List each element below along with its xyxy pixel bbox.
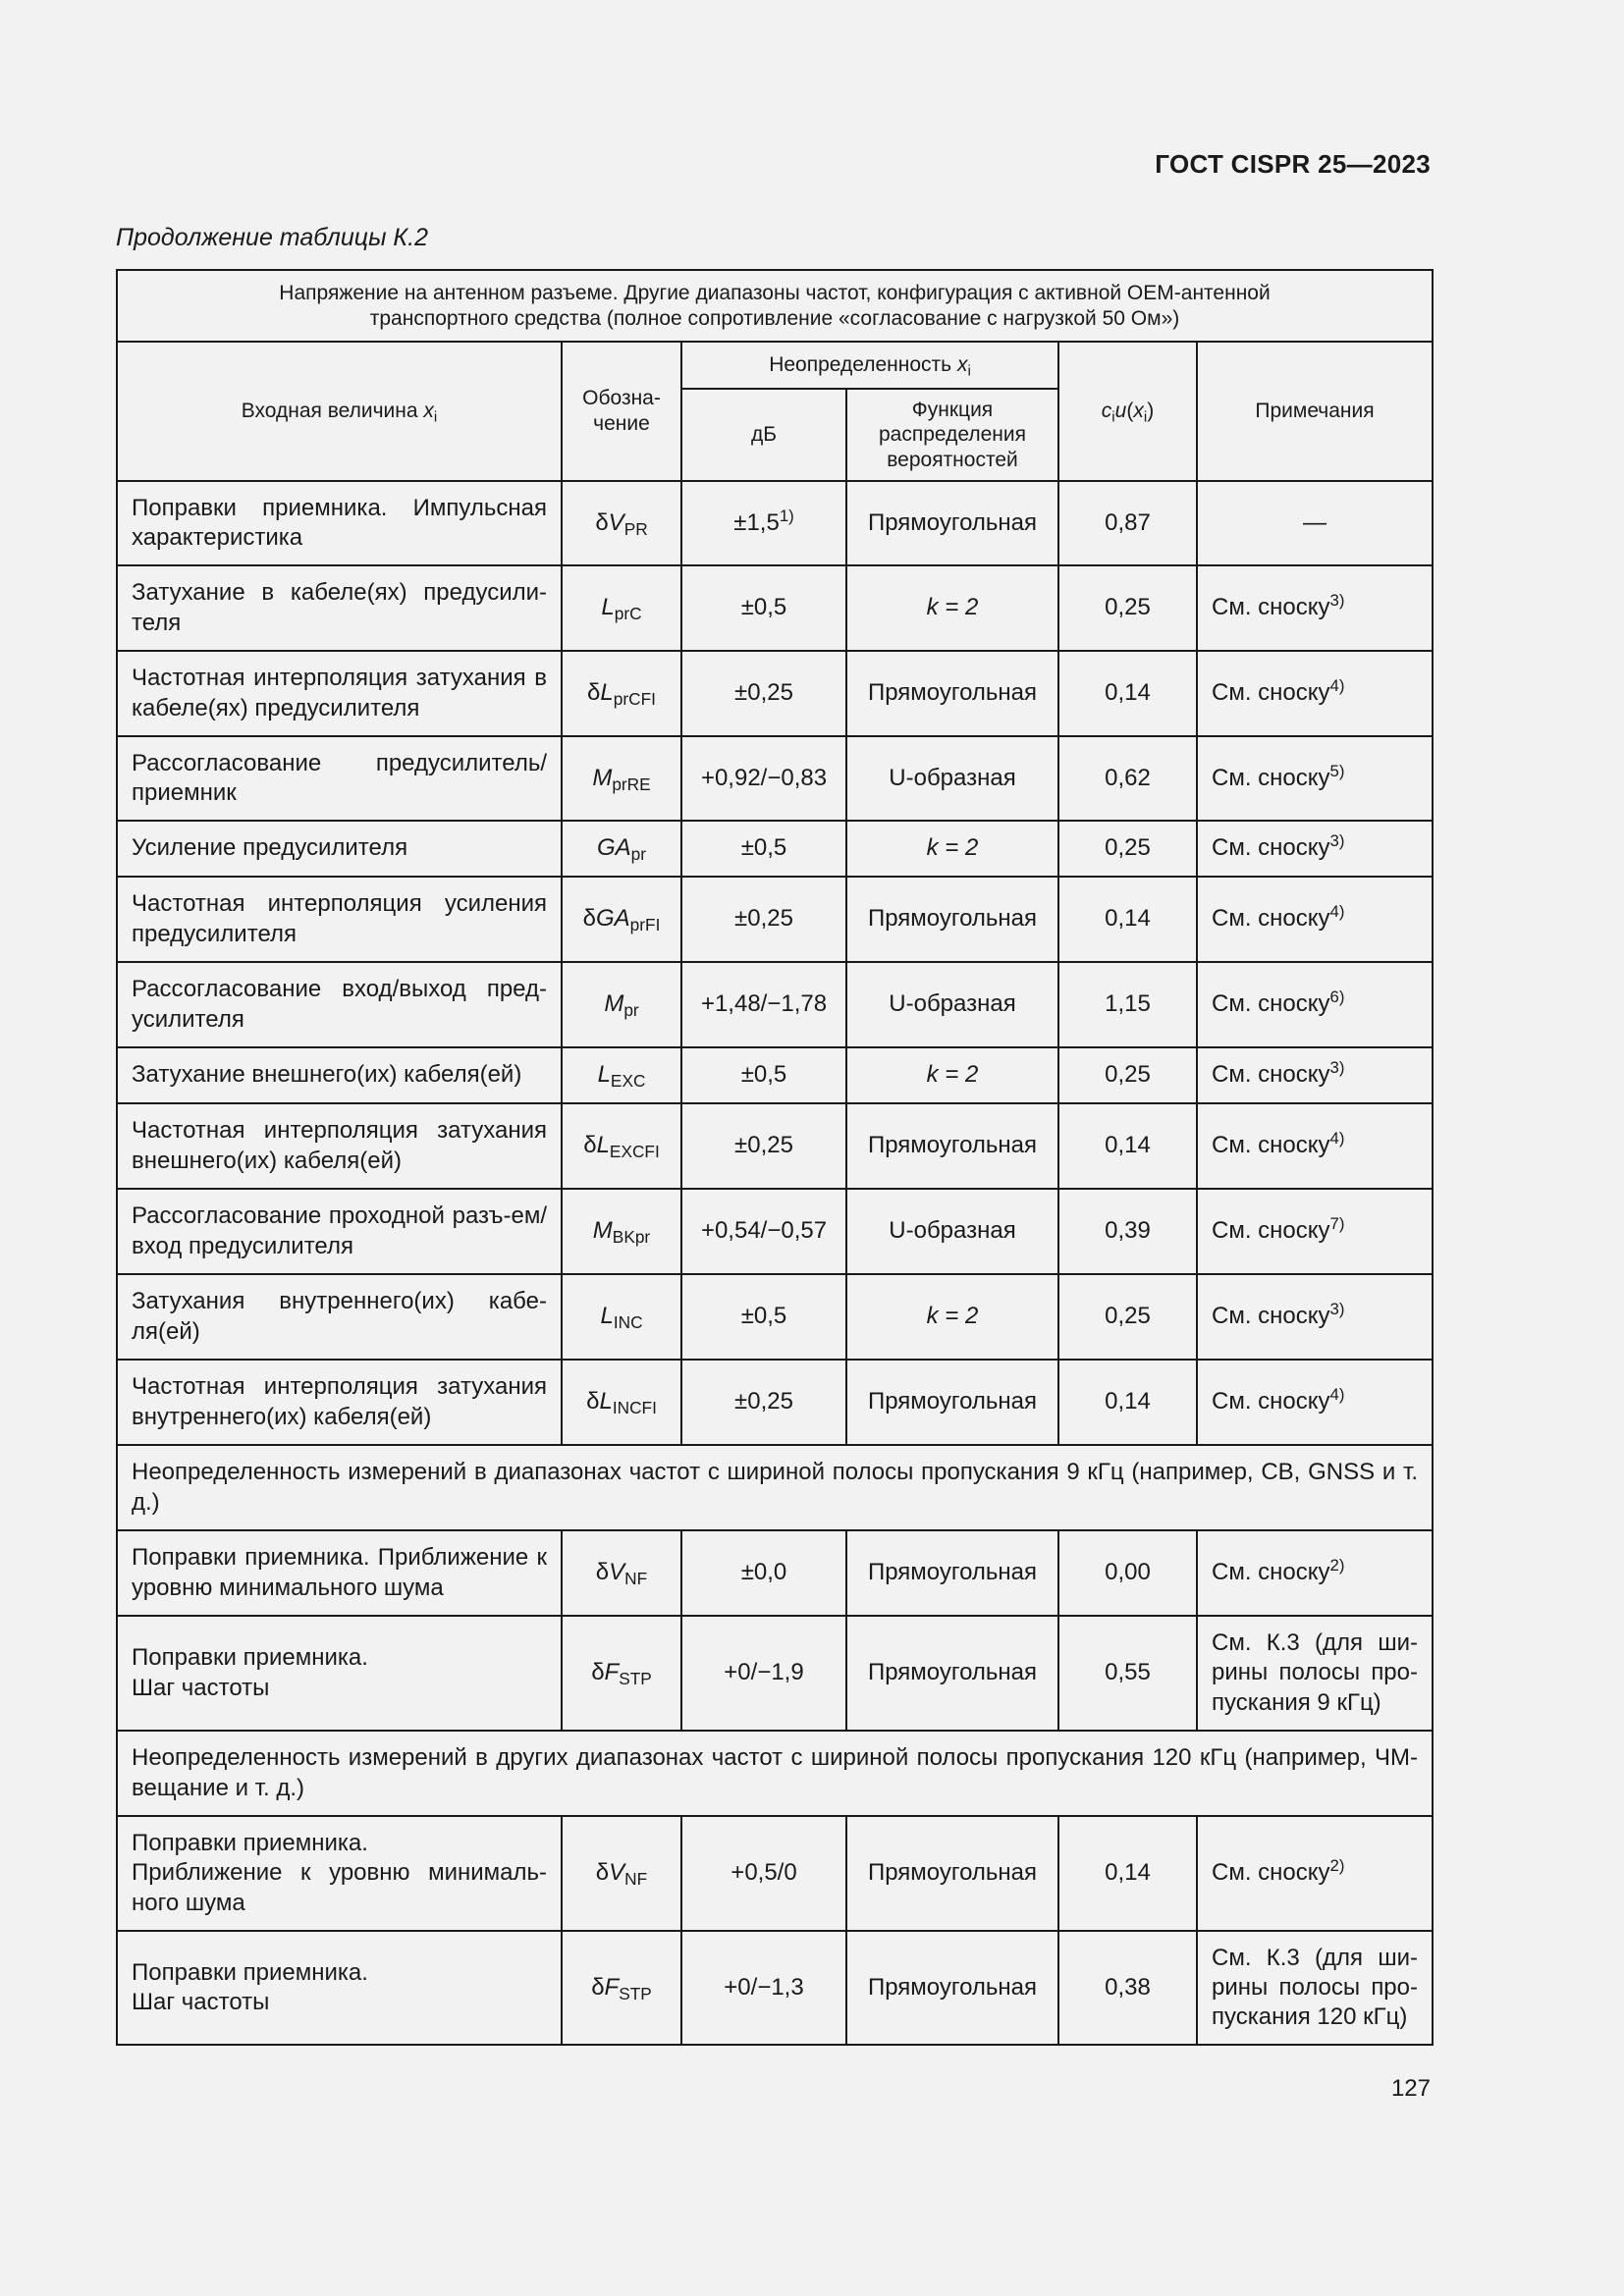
note-text: См. сноску — [1212, 990, 1330, 1018]
cell-input-quantity: Частотная интерполяция затухания внутреннего(их) кабеля(ей) — [117, 1360, 562, 1445]
cell-symbol — [562, 1360, 681, 1445]
cell-db — [681, 1816, 846, 1931]
note-text: См. сноску — [1212, 905, 1330, 933]
db-value: ±0,25 — [734, 905, 793, 933]
table-row — [117, 1816, 1433, 1931]
db-value: ±0,5 — [740, 594, 787, 621]
cell-symbol — [562, 1274, 681, 1360]
symbol-subscript: prFI — [629, 915, 661, 935]
cell-note — [1197, 821, 1433, 877]
table-row — [117, 1189, 1433, 1274]
cell-input-quantity: Поправки приемника. Шаг частоты — [117, 1931, 562, 2045]
cell-note — [1197, 1931, 1433, 2045]
table-row — [117, 877, 1433, 962]
symbol-main: F — [604, 1973, 620, 2001]
cell-symbol — [562, 877, 681, 962]
table-row — [117, 1931, 1433, 2045]
cell-distribution: Прямоугольная — [846, 1530, 1058, 1616]
table-title — [117, 270, 1433, 342]
symbol-subscript: prCFI — [613, 689, 656, 710]
header-distribution: Функция распределения вероятностей — [846, 389, 1058, 481]
cell-note — [1197, 1103, 1433, 1189]
note-text: См. сноску — [1212, 1217, 1330, 1245]
cell-note — [1197, 481, 1433, 565]
table-title-row — [117, 270, 1433, 342]
symbol-main: L — [600, 679, 614, 707]
cell-ciu: 0,25 — [1058, 565, 1197, 651]
db-value: ±0,5 — [740, 1303, 787, 1330]
db-value: +0/−1,9 — [724, 1659, 804, 1686]
cell-ciu: 0,25 — [1058, 1274, 1197, 1360]
cell-distribution: k = 2 — [846, 565, 1058, 651]
db-footnote-ref: 1) — [779, 506, 794, 525]
cell-distribution: U-образная — [846, 1189, 1058, 1274]
symbol-subscript: INCFI — [612, 1398, 657, 1418]
table-row — [117, 1360, 1433, 1445]
note-footnote-ref: 3) — [1329, 1300, 1345, 1319]
symbol-main: V — [609, 1559, 625, 1586]
cell-ciu: 0,25 — [1058, 821, 1197, 877]
cell-distribution: Прямоугольная — [846, 1360, 1058, 1445]
table-row — [117, 1274, 1433, 1360]
note-footnote-ref: 4) — [1329, 1129, 1345, 1148]
cell-symbol — [562, 1103, 681, 1189]
symbol-subscript: STP — [619, 1984, 652, 2004]
table-title-line: Напряжение на антенном разъеме. Другие диапазоны частот, конфигурация с активной ОЕМ-антенной — [279, 281, 1271, 304]
symbol-subscript: pr — [630, 844, 647, 865]
cell-db — [681, 962, 846, 1047]
symbol-prefix: δ — [586, 1388, 600, 1415]
cell-db — [681, 821, 846, 877]
cell-ciu: 0,39 — [1058, 1189, 1197, 1274]
table-row — [117, 651, 1433, 736]
cell-ciu: 0,87 — [1058, 481, 1197, 565]
table-row — [117, 736, 1433, 821]
page-number: 127 — [1390, 2075, 1431, 2102]
symbol-main: L — [601, 594, 615, 621]
db-value: ±0,25 — [734, 1132, 793, 1159]
cell-input-quantity: Затухание в кабеле(ях) предусили-теля — [117, 565, 562, 651]
symbol-prefix: δ — [582, 905, 596, 933]
table-body — [117, 481, 1433, 2045]
table-row — [117, 481, 1433, 565]
cell-input-quantity: Рассогласование предусилитель/ приемник — [117, 736, 562, 821]
note-footnote-ref: 4) — [1329, 676, 1345, 696]
cell-distribution: U-образная — [846, 962, 1058, 1047]
symbol-main: L — [599, 1388, 613, 1415]
header-row — [117, 342, 1433, 389]
cell-db — [681, 1360, 846, 1445]
cell-distribution: Прямоугольная — [846, 1616, 1058, 1731]
cell-note — [1197, 1530, 1433, 1616]
uncertainty-table — [116, 269, 1434, 2046]
table-row — [117, 1047, 1433, 1103]
section-heading: Неопределенность измерений в диапазонах частот с шириной полосы пропускания 9 кГц (например, СВ, GNSS и т. д.) — [117, 1445, 1433, 1530]
cell-note — [1197, 736, 1433, 821]
cell-note — [1197, 1360, 1433, 1445]
cell-input-quantity: Частотная интерполяция затухания внешнего(их) кабеля(ей) — [117, 1103, 562, 1189]
cell-ciu: 0,14 — [1058, 1360, 1197, 1445]
note-footnote-ref: 5) — [1329, 761, 1345, 780]
note-footnote-ref: 6) — [1329, 988, 1345, 1007]
cell-distribution: Прямоугольная — [846, 651, 1058, 736]
cell-ciu: 0,62 — [1058, 736, 1197, 821]
cell-ciu: 0,14 — [1058, 877, 1197, 962]
symbol-main: M — [592, 1217, 613, 1245]
symbol-subscript: NF — [624, 1569, 648, 1589]
cell-db — [681, 1616, 846, 1731]
table-row — [117, 962, 1433, 1047]
cell-input-quantity: Усиление предусилителя — [117, 821, 562, 877]
cell-distribution: k = 2 — [846, 821, 1058, 877]
symbol-prefix: δ — [595, 1859, 610, 1887]
db-value: +0,92/−0,83 — [700, 764, 828, 791]
section-heading: Неопределенность измерений в других диапазонах частот с шириной полосы пропускания 120 кГц (например, ЧМ-вещание и т. д.) — [117, 1731, 1433, 1816]
note-footnote-ref: 4) — [1329, 902, 1345, 922]
symbol-main: L — [596, 1132, 610, 1159]
db-value: +0,5/0 — [731, 1859, 797, 1887]
note-text: См. сноску — [1212, 764, 1330, 791]
symbol-prefix: δ — [591, 1973, 605, 2001]
note-footnote-ref: 2) — [1329, 1556, 1345, 1575]
cell-note — [1197, 1189, 1433, 1274]
cell-db — [681, 877, 846, 962]
cell-symbol — [562, 565, 681, 651]
table-title-line: транспортного средства (полное сопротивление «согласование с нагрузкой 50 Ом») — [369, 306, 1180, 330]
cell-note — [1197, 1274, 1433, 1360]
note-footnote-ref: 7) — [1329, 1214, 1345, 1234]
cell-db — [681, 1274, 846, 1360]
table-caption: Продолжение таблицы К.2 — [116, 224, 428, 251]
cell-input-quantity: Затухания внутреннего(их) кабе-ля(ей) — [117, 1274, 562, 1360]
cell-db — [681, 1103, 846, 1189]
cell-distribution: Прямоугольная — [846, 1103, 1058, 1189]
symbol-subscript: pr — [623, 1000, 639, 1021]
note-text: См. сноску — [1212, 834, 1330, 862]
db-value: ±0,25 — [734, 679, 793, 707]
cell-distribution: k = 2 — [846, 1274, 1058, 1360]
cell-symbol — [562, 1931, 681, 2045]
cell-input-quantity: Поправки приемника. Приближение к уровню минимального шума — [117, 1530, 562, 1616]
symbol-subscript: EXC — [610, 1071, 646, 1092]
cell-ciu: 0,00 — [1058, 1530, 1197, 1616]
cell-note — [1197, 1047, 1433, 1103]
cell-input-quantity: Частотная интерполяция затухания в кабеле(ях) предусилителя — [117, 651, 562, 736]
symbol-main: V — [609, 1859, 625, 1887]
cell-db — [681, 1189, 846, 1274]
cell-input-quantity: Рассогласование проходной разъ-ем/вход предусилителя — [117, 1189, 562, 1274]
cell-ciu: 0,38 — [1058, 1931, 1197, 2045]
cell-ciu: 0,14 — [1058, 1103, 1197, 1189]
note-text: См. сноску — [1212, 1303, 1330, 1330]
cell-symbol — [562, 1047, 681, 1103]
db-value: +1,48/−1,78 — [700, 990, 828, 1018]
note-text: См. К.3 (для ши-рины полосы про-пускания 120 кГц) — [1212, 1944, 1418, 2031]
symbol-subscript: INC — [613, 1312, 643, 1333]
cell-db — [681, 736, 846, 821]
header-ciu: $c_iu(x_i)$ — [1058, 342, 1197, 481]
section-row — [117, 1445, 1433, 1530]
symbol-main: GA — [596, 834, 631, 862]
cell-note — [1197, 877, 1433, 962]
cell-input-quantity: Поправки приемника. Шаг частоты — [117, 1616, 562, 1731]
cell-symbol — [562, 736, 681, 821]
cell-symbol — [562, 1816, 681, 1931]
header-input: Входная величина $x_i$ — [117, 342, 562, 481]
db-value: ±0,5 — [740, 834, 787, 862]
symbol-subscript: prC — [614, 604, 642, 624]
symbol-prefix: δ — [595, 1559, 610, 1586]
symbol-main: L — [597, 1061, 611, 1089]
note-text: См. сноску — [1212, 594, 1330, 621]
db-value: +0,54/−0,57 — [700, 1217, 828, 1245]
note-text: См. сноску — [1212, 1559, 1330, 1586]
symbol-prefix: δ — [587, 679, 601, 707]
symbol-main: F — [604, 1659, 620, 1686]
note-footnote-ref: 3) — [1329, 1058, 1345, 1078]
cell-db — [681, 1047, 846, 1103]
symbol-main: V — [608, 508, 624, 536]
symbol-subscript: NF — [624, 1869, 648, 1890]
cell-db — [681, 565, 846, 651]
note-text: См. сноску — [1212, 1061, 1330, 1089]
cell-db — [681, 481, 846, 565]
cell-note — [1197, 962, 1433, 1047]
header-notes: Примечания — [1197, 342, 1433, 481]
table-row — [117, 1616, 1433, 1731]
note-text: См. сноску — [1212, 1859, 1330, 1887]
cell-input-quantity: Частотная интерполяция усиления предусилителя — [117, 877, 562, 962]
cell-input-quantity: Поправки приемника. Импульсная характеристика — [117, 481, 562, 565]
note-text: См. сноску — [1212, 1132, 1330, 1159]
note-footnote-ref: 3) — [1329, 591, 1345, 611]
cell-db — [681, 1530, 846, 1616]
cell-db — [681, 651, 846, 736]
symbol-main: M — [592, 764, 613, 791]
cell-ciu: 0,14 — [1058, 651, 1197, 736]
cell-input-quantity: Поправки приемника. Приближение к уровню минималь-ного шума — [117, 1816, 562, 1931]
standard-code: ГОСТ CISPR 25—2023 — [1155, 149, 1431, 179]
cell-ciu: 1,15 — [1058, 962, 1197, 1047]
symbol-prefix: δ — [595, 508, 609, 536]
note-text: См. сноску — [1212, 679, 1330, 707]
cell-distribution: Прямоугольная — [846, 1931, 1058, 2045]
cell-ciu: 0,55 — [1058, 1616, 1197, 1731]
db-value: ±0,5 — [740, 1061, 787, 1089]
cell-symbol — [562, 651, 681, 736]
cell-symbol — [562, 962, 681, 1047]
symbol-prefix: δ — [591, 1659, 605, 1686]
cell-note — [1197, 1616, 1433, 1731]
symbol-subscript: prRE — [612, 774, 651, 795]
note-text: См. К.3 (для ши-рины полосы про-пускания 9 кГц) — [1212, 1629, 1418, 1716]
note-footnote-ref: 2) — [1329, 1856, 1345, 1876]
cell-input-quantity: Рассогласование вход/выход пред-усилителя — [117, 962, 562, 1047]
cell-distribution: Прямоугольная — [846, 481, 1058, 565]
header-db: дБ — [681, 389, 846, 481]
note-footnote-ref: 3) — [1329, 831, 1345, 851]
header-uncertainty: Неопределенность $x_i$ — [681, 342, 1058, 389]
cell-distribution: U-образная — [846, 736, 1058, 821]
symbol-main: M — [604, 990, 624, 1018]
table-row — [117, 821, 1433, 877]
table-row — [117, 1530, 1433, 1616]
cell-symbol — [562, 821, 681, 877]
cell-distribution: Прямоугольная — [846, 1816, 1058, 1931]
cell-symbol — [562, 1530, 681, 1616]
symbol-main: GA — [595, 905, 630, 933]
db-value: ±0,0 — [740, 1559, 787, 1586]
symbol-main: L — [600, 1303, 614, 1330]
note-footnote-ref: 4) — [1329, 1385, 1345, 1405]
cell-symbol — [562, 1189, 681, 1274]
cell-ciu: 0,14 — [1058, 1816, 1197, 1931]
cell-symbol — [562, 1616, 681, 1731]
table-row — [117, 1103, 1433, 1189]
cell-note — [1197, 565, 1433, 651]
cell-distribution: Прямоугольная — [846, 877, 1058, 962]
db-value: ±0,25 — [734, 1388, 793, 1415]
note-text: — — [1303, 508, 1326, 536]
symbol-prefix: δ — [583, 1132, 597, 1159]
note-text: См. сноску — [1212, 1388, 1330, 1415]
symbol-subscript: BKpr — [612, 1227, 651, 1248]
cell-input-quantity: Затухание внешнего(их) кабеля(ей) — [117, 1047, 562, 1103]
db-value: ±1,5 — [733, 508, 780, 536]
cell-note — [1197, 1816, 1433, 1931]
header-symbol: Обозна- чение — [562, 342, 681, 481]
cell-ciu: 0,25 — [1058, 1047, 1197, 1103]
cell-db — [681, 1931, 846, 2045]
cell-symbol — [562, 481, 681, 565]
cell-note — [1197, 651, 1433, 736]
db-value: +0/−1,3 — [724, 1973, 804, 2001]
symbol-subscript: PR — [623, 519, 648, 540]
symbol-subscript: STP — [619, 1669, 652, 1689]
section-row — [117, 1731, 1433, 1816]
cell-distribution: k = 2 — [846, 1047, 1058, 1103]
table-row — [117, 565, 1433, 651]
symbol-subscript: EXCFI — [609, 1142, 660, 1162]
